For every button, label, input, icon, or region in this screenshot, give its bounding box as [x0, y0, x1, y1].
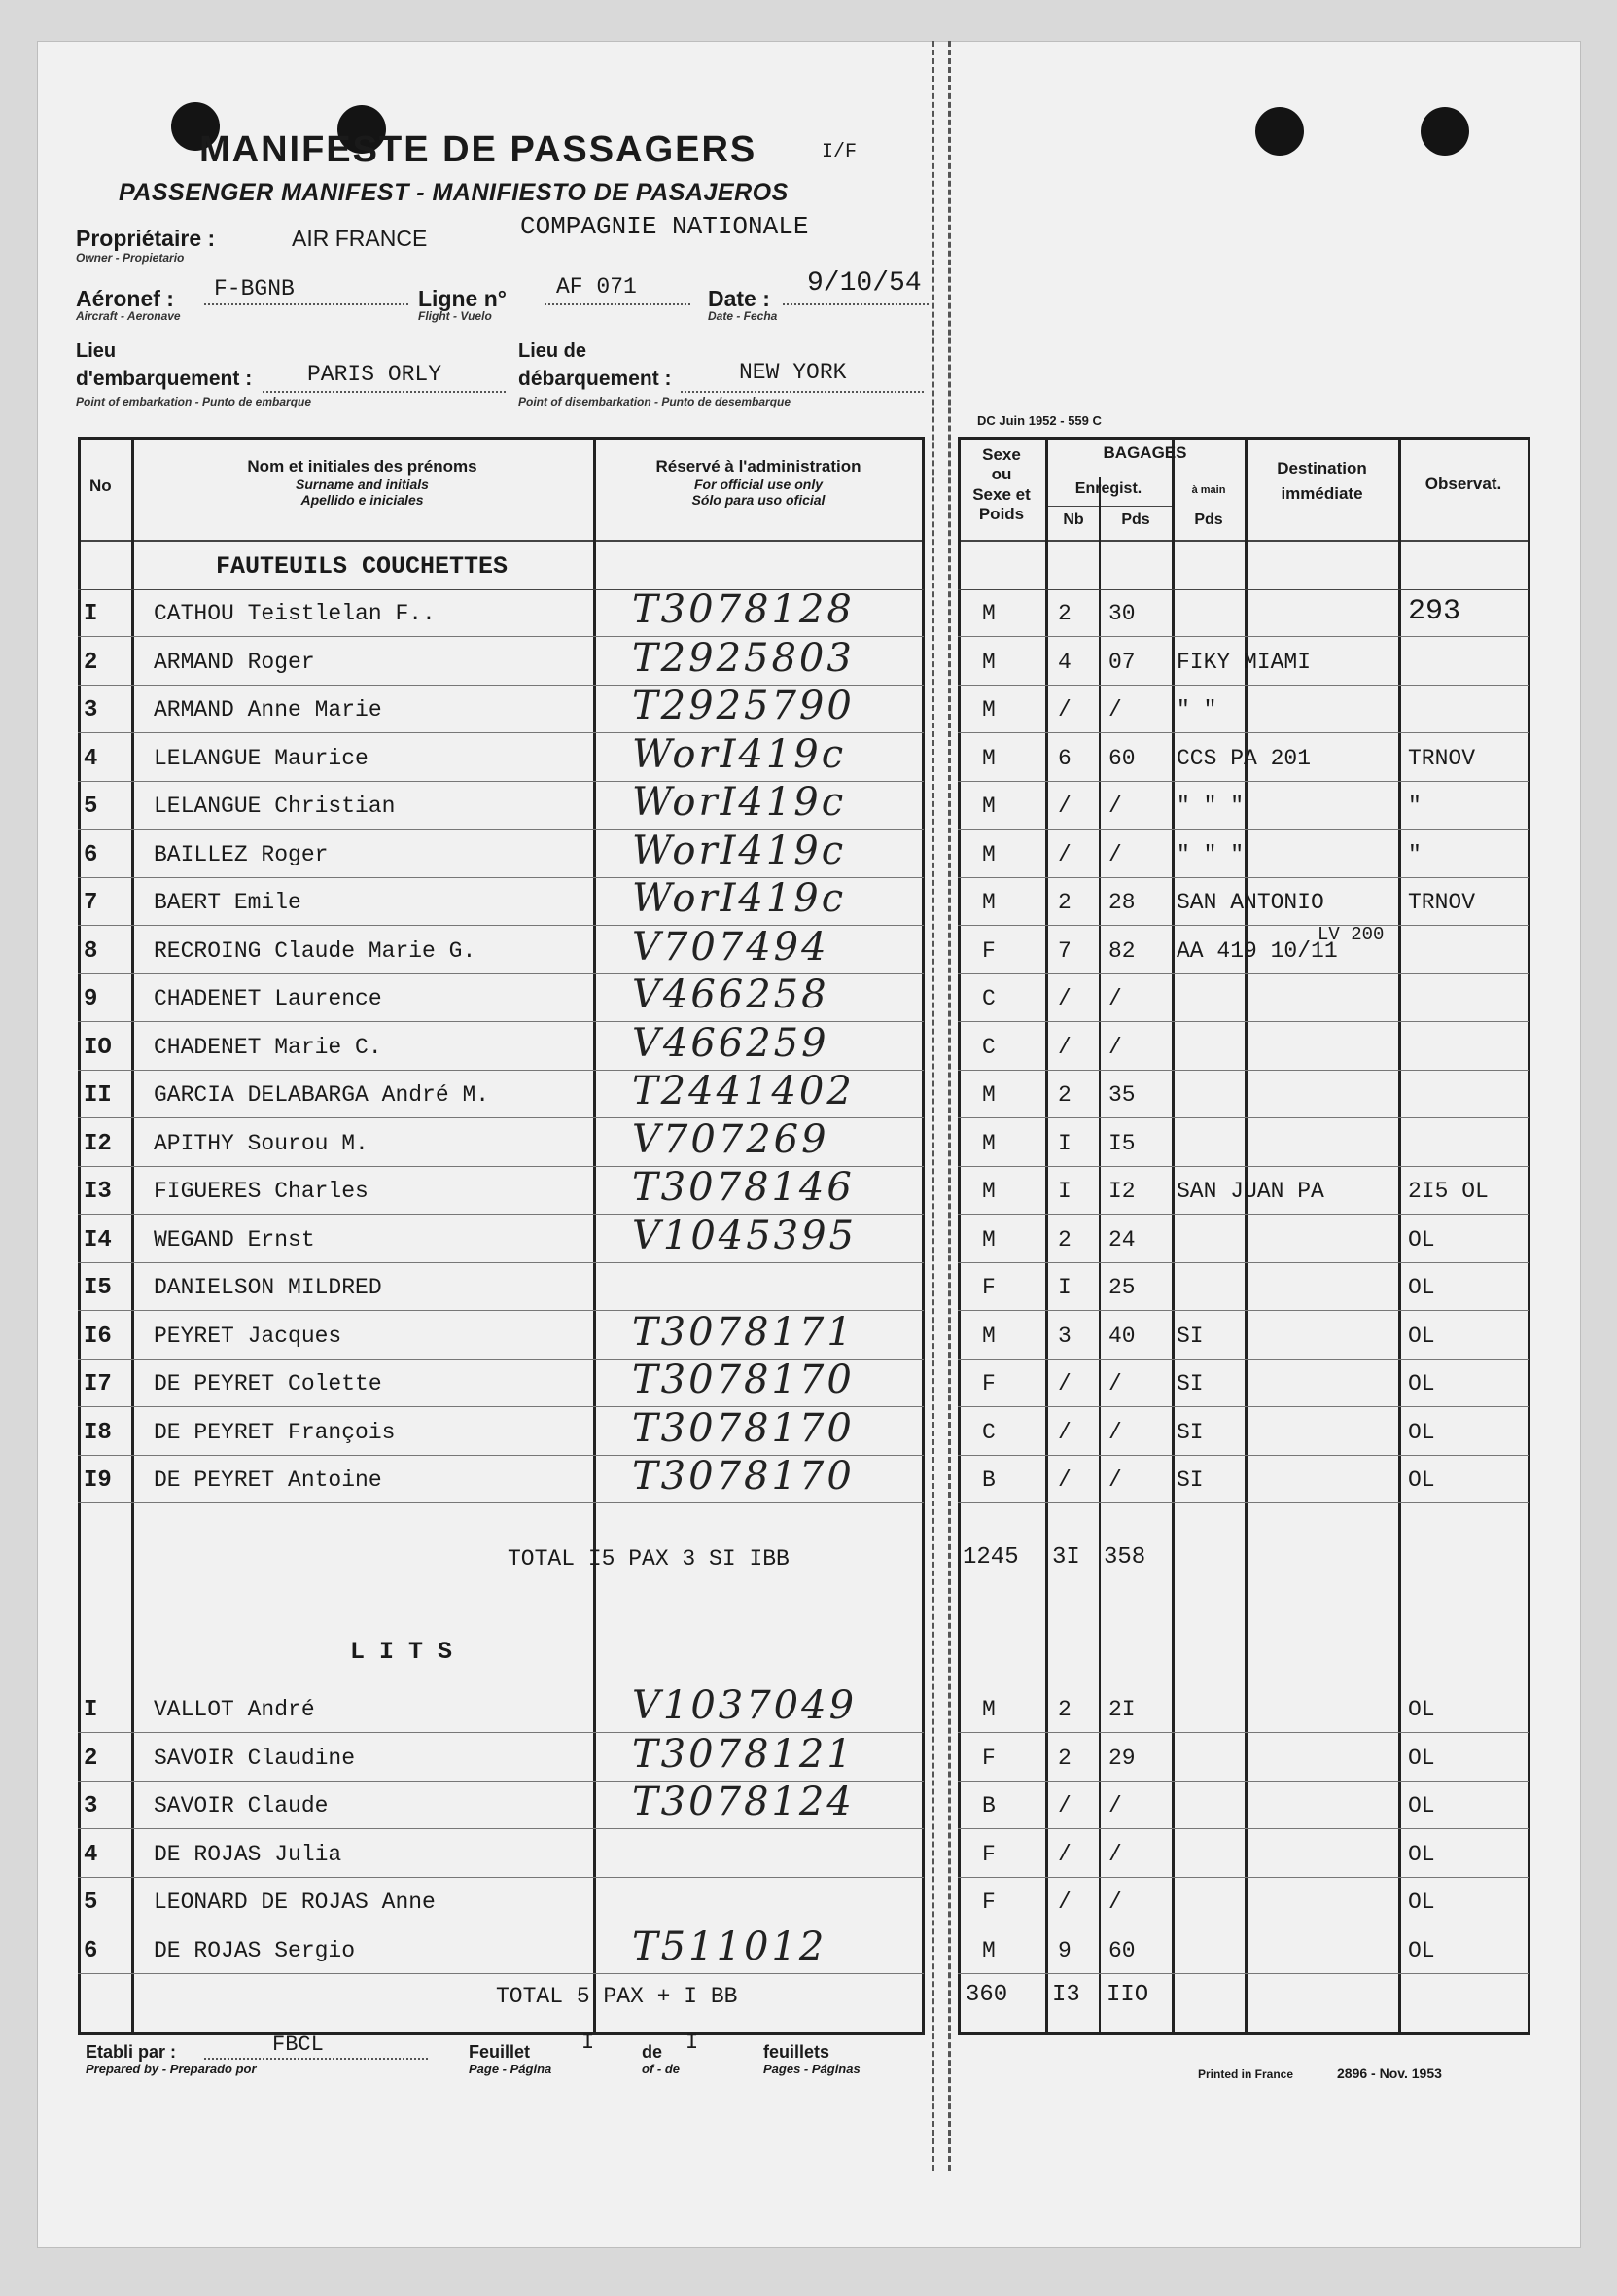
row-pds: / — [1108, 1841, 1122, 1867]
section2-total-nb: I3 — [1052, 1982, 1080, 2008]
col-pds: Pds — [1121, 512, 1150, 528]
row-ref: T3078124 — [632, 1780, 855, 1824]
section2-title: L I T S — [350, 1638, 453, 1666]
row-sexe: M — [982, 1937, 996, 1963]
row-no: I9 — [84, 1467, 112, 1494]
row-no: I8 — [84, 1419, 112, 1446]
proprietaire-label: Propriétaire : — [76, 226, 216, 251]
row-pds: / — [1108, 1371, 1122, 1396]
row-rule — [958, 1973, 1529, 1974]
row-ref: V466258 — [632, 972, 829, 1017]
row-pds: / — [1108, 1034, 1122, 1060]
row-rule — [78, 1828, 924, 1829]
row-dest: FIKY MIAMI — [1177, 649, 1312, 675]
col-nom: Nom et initiales des prénoms Surname and initials Apellido e iniciales — [247, 457, 477, 508]
row-ref: T3078170 — [632, 1358, 855, 1402]
row-pds: / — [1108, 986, 1122, 1011]
de-sub: of - de — [642, 2062, 680, 2076]
feuillets-label: feuillets — [763, 2042, 830, 2062]
row-ref: T511012 — [632, 1924, 827, 1969]
row-obs: OL — [1408, 1793, 1435, 1819]
row-pds: / — [1108, 794, 1122, 819]
row-nb: 2 — [1058, 601, 1072, 626]
row-no: 2 — [84, 649, 98, 676]
row-nb: 2 — [1058, 890, 1072, 915]
row-nb: 2 — [1058, 1745, 1072, 1771]
row-nb: / — [1058, 1034, 1072, 1060]
row-name: ARMAND Anne Marie — [154, 697, 382, 723]
title-suffix: I/F — [822, 141, 858, 163]
row-name: DE ROJAS Sergio — [154, 1937, 356, 1963]
row-pds: 30 — [1108, 601, 1136, 626]
row-sexe: F — [982, 1745, 996, 1771]
row-pds: / — [1108, 1467, 1122, 1493]
row-nb: I — [1058, 1275, 1072, 1300]
row-name: APITHY Sourou M. — [154, 1130, 369, 1156]
row-rule — [958, 925, 1529, 926]
ligne-value: AF 071 — [556, 274, 637, 300]
row-obs: TRNOV — [1408, 890, 1476, 915]
row-nb: / — [1058, 841, 1072, 867]
row-obs: " — [1408, 794, 1422, 819]
row-pds: 24 — [1108, 1226, 1136, 1253]
row-obs: OL — [1408, 1745, 1435, 1771]
row-pds: / — [1108, 1890, 1122, 1915]
row-sexe: M — [982, 794, 996, 819]
row-sexe: M — [982, 1323, 996, 1349]
de-value: I — [685, 2031, 699, 2055]
row-obs: OL — [1408, 1226, 1435, 1253]
row-name: DE PEYRET Colette — [154, 1371, 382, 1396]
row-nb: 2 — [1058, 1082, 1072, 1108]
row-rule — [958, 1828, 1529, 1829]
row-pds: / — [1108, 1793, 1122, 1819]
row-name: GARCIA DELABARGA André M. — [154, 1082, 490, 1108]
row-sexe: C — [982, 1419, 996, 1445]
row-rule — [78, 1262, 924, 1263]
row-obs: OL — [1408, 1890, 1435, 1915]
row-pds: 60 — [1108, 745, 1136, 771]
section1-title: FAUTEUILS COUCHETTES — [216, 552, 509, 581]
row-rule — [958, 1214, 1529, 1215]
row-nb: / — [1058, 1419, 1072, 1445]
form-code: DC Juin 1952 - 559 C — [977, 413, 1102, 428]
debarquement-label-2: débarquement : — [518, 368, 672, 390]
row-obs: OL — [1408, 1371, 1435, 1396]
row-nb: / — [1058, 1841, 1072, 1867]
row-rule — [958, 1117, 1529, 1118]
row-name: LELANGUE Christian — [154, 794, 396, 819]
row-sexe: M — [982, 601, 996, 626]
row-nb: / — [1058, 1371, 1072, 1396]
date-sub: Date - Fecha — [708, 309, 778, 323]
row-pds: 82 — [1108, 937, 1136, 964]
row-rule — [958, 636, 1529, 637]
row-sexe: M — [982, 745, 996, 771]
row-nb: 3 — [1058, 1323, 1072, 1349]
row-ref: V707494 — [632, 924, 829, 970]
embarquement-sub: Point of embarkation - Punto de embarque — [76, 395, 312, 408]
row-sexe: M — [982, 1697, 996, 1722]
row-dest: " " " — [1177, 794, 1245, 819]
feuillet-label: Feuillet — [469, 2042, 531, 2062]
section1-total-label: TOTAL I5 PAX 3 SI IBB — [508, 1546, 790, 1572]
proprietaire-sub: Owner - Propietario — [76, 251, 185, 265]
row-rule — [958, 1502, 1529, 1503]
row-rule — [78, 1877, 924, 1878]
row-pds: 07 — [1108, 649, 1136, 675]
row-nb: 2 — [1058, 1697, 1072, 1722]
row-no: 2 — [84, 1745, 98, 1772]
company-typed: COMPAGNIE NATIONALE — [520, 212, 809, 241]
row-no: 3 — [84, 1793, 98, 1819]
printed-code: 2896 - Nov. 1953 — [1337, 2066, 1442, 2081]
row-rule — [958, 1359, 1529, 1360]
row-name: DE PEYRET François — [154, 1419, 396, 1445]
row-dest: SI — [1177, 1323, 1204, 1349]
row-pds: 40 — [1108, 1323, 1136, 1349]
section1-total-poids: 1245 — [963, 1544, 1019, 1571]
debarquement-label-1: Lieu de — [518, 340, 587, 362]
embarquement-label-2: d'embarquement : — [76, 368, 253, 390]
row-rule — [958, 1781, 1529, 1782]
row-pds: 60 — [1108, 1937, 1136, 1963]
row-rule — [958, 1455, 1529, 1456]
debarquement-value: NEW YORK — [739, 360, 847, 385]
row-name: PEYRET Jacques — [154, 1323, 342, 1349]
section2-total-pds: IIO — [1107, 1982, 1149, 2008]
row-obs: OL — [1408, 1467, 1435, 1493]
row-sexe: F — [982, 1371, 996, 1396]
row-dest: " " " — [1177, 841, 1245, 867]
row-nb: / — [1058, 697, 1072, 723]
manifest-subtitle: PASSENGER MANIFEST - MANIFIESTO DE PASAJEROS — [119, 179, 789, 206]
aeronef-sub: Aircraft - Aeronave — [76, 309, 181, 323]
feuillet-value: I — [581, 2031, 595, 2055]
row-dest: CCS PA 201 — [1177, 745, 1312, 771]
row-no: II — [84, 1082, 112, 1109]
row-ref: T3078170 — [632, 1454, 855, 1499]
row-nb: / — [1058, 794, 1072, 819]
row-name: DE ROJAS Julia — [154, 1841, 342, 1867]
row-no: 4 — [84, 745, 98, 772]
row-sexe: M — [982, 1179, 996, 1204]
manifest-title: MANIFESTE DE PASSAGERS — [199, 129, 757, 170]
row-nb: / — [1058, 1890, 1072, 1915]
row-nb: I — [1058, 1179, 1072, 1204]
row-no: I — [84, 601, 98, 627]
row-rule — [958, 732, 1529, 733]
row-no: 6 — [84, 1937, 98, 1964]
row-dest: SAN JUAN PA — [1177, 1179, 1324, 1204]
row-dest: AA 419 10/11 — [1177, 937, 1338, 964]
row-rule — [958, 1732, 1529, 1733]
feuillets-sub: Pages - Páginas — [763, 2062, 861, 2076]
row-name: VALLOT André — [154, 1697, 315, 1722]
row-rule — [958, 781, 1529, 782]
embarquement-label-1: Lieu — [76, 340, 117, 362]
row-pds: I5 — [1108, 1130, 1136, 1156]
row-obs: OL — [1408, 1937, 1435, 1963]
row-obs: OL — [1408, 1275, 1435, 1300]
row-ref: T2925803 — [632, 635, 855, 681]
row-ref: T3078146 — [632, 1165, 855, 1210]
col-nb: Nb — [1063, 512, 1084, 528]
section2-total-poids: 360 — [966, 1982, 1008, 2008]
row-no: I4 — [84, 1226, 112, 1254]
section1-note-lv: LV 200 — [1318, 924, 1385, 945]
row-name: LELANGUE Maurice — [154, 745, 369, 771]
row-sexe: M — [982, 649, 996, 675]
row-rule — [78, 1973, 924, 1974]
col-sexe: Sexe ou Sexe et Poids — [972, 445, 1031, 524]
row-obs: " — [1408, 841, 1422, 867]
row-no: IO — [84, 1034, 112, 1061]
row-ref: T3078171 — [632, 1309, 855, 1355]
row-ref: T3078170 — [632, 1405, 855, 1451]
row-ref: T3078121 — [632, 1731, 855, 1777]
perforation-line — [932, 41, 951, 2171]
col-bagages: BAGAGES — [1103, 443, 1187, 462]
ligne-label: Ligne n° — [418, 286, 507, 311]
row-nb: I — [1058, 1130, 1072, 1156]
row-name: SAVOIR Claude — [154, 1793, 329, 1819]
row-sexe: M — [982, 1226, 996, 1253]
row-nb: 2 — [1058, 1226, 1072, 1253]
row-rule — [958, 829, 1529, 830]
row-rule — [958, 1406, 1529, 1407]
row-sexe: F — [982, 937, 996, 964]
row-name: WEGAND Ernst — [154, 1226, 315, 1253]
row-nb: 7 — [1058, 937, 1072, 964]
row-name: CHADENET Laurence — [154, 986, 382, 1011]
row-rule — [958, 685, 1529, 686]
section2-total-label: TOTAL 5 PAX + I BB — [496, 1984, 738, 2009]
row-nb: / — [1058, 986, 1072, 1011]
row-sexe: C — [982, 1034, 996, 1060]
row-no: I6 — [84, 1323, 112, 1350]
row-name: DE PEYRET Antoine — [154, 1467, 382, 1493]
row-no: 9 — [84, 986, 98, 1012]
row-name: ARMAND Roger — [154, 649, 315, 675]
row-sexe: M — [982, 1130, 996, 1156]
col-mains: à main — [1191, 484, 1226, 496]
col-observ: Observat. — [1424, 475, 1502, 493]
row-no: 4 — [84, 1841, 98, 1868]
row-no: 7 — [84, 890, 98, 916]
row-ref: V1037049 — [632, 1683, 858, 1728]
row-dest: " " — [1177, 697, 1217, 723]
row-name: BAILLEZ Roger — [154, 841, 329, 867]
punch-hole-right-1 — [1255, 107, 1304, 156]
row-nb: / — [1058, 1467, 1072, 1493]
row-nb: 6 — [1058, 745, 1072, 771]
row-obs: OL — [1408, 1841, 1435, 1867]
etabli-sub: Prepared by - Preparado por — [86, 2062, 257, 2076]
section1-total-nb: 3I — [1052, 1544, 1080, 1571]
row-pds: 25 — [1108, 1275, 1136, 1300]
section1-total-pds: 358 — [1104, 1544, 1146, 1571]
etabli-value: FBCL — [272, 2032, 324, 2057]
row-no: I3 — [84, 1179, 112, 1205]
col-no: No — [89, 477, 112, 495]
row-sexe: M — [982, 697, 996, 723]
etabli-label: Etabli par : — [86, 2042, 177, 2062]
row-sexe: M — [982, 1082, 996, 1108]
row-ref: WorI419c — [632, 731, 847, 777]
row-rule — [958, 1166, 1529, 1167]
row-sexe: F — [982, 1841, 996, 1867]
row-rule — [958, 1310, 1529, 1311]
col-destination: Destination immédiate — [1277, 459, 1367, 503]
row-ref: T2925790 — [632, 684, 855, 728]
printed-in-france: Printed in France — [1198, 2067, 1294, 2081]
row-ref: WorI419c — [632, 876, 847, 921]
row-sexe: M — [982, 890, 996, 915]
row-no: 6 — [84, 841, 98, 868]
row-ref: V466259 — [632, 1020, 829, 1066]
row-pds: 28 — [1108, 890, 1136, 915]
row-obs: OL — [1408, 1323, 1435, 1349]
aeronef-label: Aéronef : — [76, 286, 174, 311]
proprietaire-value: AIR FRANCE — [292, 226, 428, 251]
col-mains-pds: Pds — [1194, 512, 1223, 528]
row-dest: SI — [1177, 1419, 1204, 1445]
row-dest: SAN ANTONIO — [1177, 890, 1324, 915]
row-pds: 35 — [1108, 1082, 1136, 1108]
row-no: I2 — [84, 1130, 112, 1157]
row-rule — [958, 877, 1529, 878]
row-name: RECROING Claude Marie G. — [154, 937, 476, 964]
date-value: 9/10/54 — [807, 268, 922, 299]
row-nb: / — [1058, 1793, 1072, 1819]
row-ref: WorI419c — [632, 828, 847, 873]
row-pds: 29 — [1108, 1745, 1136, 1771]
row-obs: 2I5 OL — [1408, 1179, 1489, 1204]
row-ref: T2441402 — [632, 1069, 855, 1113]
row-no: 5 — [84, 794, 98, 820]
row-obs: TRNOV — [1408, 745, 1476, 771]
row-rule — [78, 1502, 924, 1503]
row-name: FIGUERES Charles — [154, 1179, 369, 1204]
row-sexe: B — [982, 1467, 996, 1493]
row-obs: 293 — [1408, 595, 1461, 628]
embarquement-value: PARIS ORLY — [307, 362, 442, 387]
row-rule — [958, 1021, 1529, 1022]
row-dest: SI — [1177, 1371, 1204, 1396]
debarquement-sub: Point of disembarkation - Punto de desembarque — [518, 395, 791, 408]
row-rule — [958, 1262, 1529, 1263]
row-pds: I2 — [1108, 1179, 1136, 1204]
row-name: DANIELSON MILDRED — [154, 1275, 382, 1300]
row-ref: T3078128 — [632, 587, 855, 632]
row-ref: V707269 — [632, 1116, 829, 1162]
row-pds: / — [1108, 697, 1122, 723]
row-name: SAVOIR Claudine — [154, 1745, 356, 1771]
de-label: de — [642, 2042, 663, 2062]
row-pds: 2I — [1108, 1697, 1136, 1722]
row-sexe: F — [982, 1275, 996, 1300]
row-sexe: B — [982, 1793, 996, 1819]
row-no: 5 — [84, 1890, 98, 1916]
row-sexe: C — [982, 986, 996, 1011]
row-sexe: M — [982, 841, 996, 867]
col-admin: Réservé à l'administration For official use only Sólo para uso oficial — [655, 457, 861, 508]
row-name: CATHOU Teistlelan F.. — [154, 601, 436, 626]
row-dest: SI — [1177, 1467, 1204, 1493]
row-ref: WorI419c — [632, 780, 847, 825]
punch-hole-right-2 — [1421, 107, 1469, 156]
row-name: CHADENET Marie C. — [154, 1034, 382, 1060]
row-ref: V1045395 — [632, 1213, 858, 1258]
row-no: 3 — [84, 697, 98, 724]
row-no: 8 — [84, 937, 98, 965]
row-name: LEONARD DE ROJAS Anne — [154, 1890, 436, 1915]
col-enregist: Enregist. — [1074, 480, 1142, 497]
row-rule — [958, 973, 1529, 974]
aeronef-value: F-BGNB — [214, 276, 295, 301]
row-rule — [958, 1070, 1529, 1071]
row-obs: OL — [1408, 1697, 1435, 1722]
row-name: BAERT Emile — [154, 890, 301, 915]
row-pds: / — [1108, 1419, 1122, 1445]
row-nb: 9 — [1058, 1937, 1072, 1963]
row-no: I7 — [84, 1371, 112, 1397]
row-no: I5 — [84, 1275, 112, 1301]
row-nb: 4 — [1058, 649, 1072, 675]
feuillet-sub: Page - Página — [469, 2062, 552, 2076]
row-sexe: F — [982, 1890, 996, 1915]
row-rule — [958, 1877, 1529, 1878]
row-obs: OL — [1408, 1419, 1435, 1445]
date-label: Date : — [708, 286, 770, 311]
row-pds: / — [1108, 841, 1122, 867]
ligne-sub: Flight - Vuelo — [418, 309, 492, 323]
row-no: I — [84, 1697, 98, 1723]
